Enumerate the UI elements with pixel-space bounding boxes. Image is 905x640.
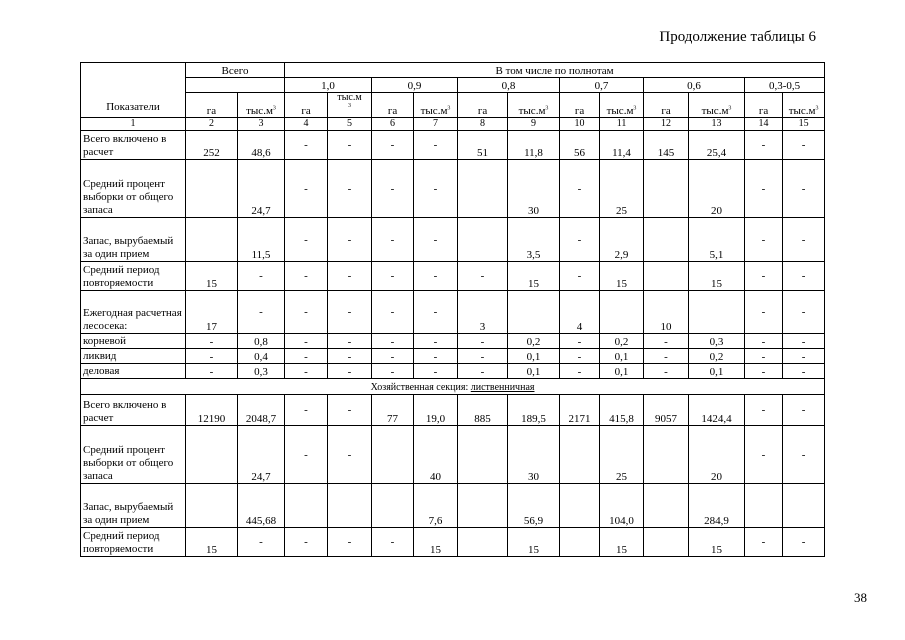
row-label: Средний период повторяемости [81,262,186,291]
data-cell: - [328,349,372,364]
data-cell: 415,8 [600,395,644,426]
data-cell: - [745,349,783,364]
data-cell: 15 [186,528,238,557]
data-cell: 17 [186,291,238,334]
data-cell: 51 [458,131,508,160]
data-cell: - [560,218,600,262]
data-cell: - [745,528,783,557]
table-row [81,349,825,364]
data-cell: 10 [644,291,689,334]
unit-ha: га [560,93,600,118]
data-cell: - [372,349,414,364]
data-cell: - [328,160,372,218]
unit-exponent: 3 [545,105,549,112]
unit-exponent: 3 [272,105,276,112]
table-row [81,291,825,334]
data-cell: 12190 [186,395,238,426]
data-cell: 0,8 [238,334,285,349]
column-number: 12 [644,118,689,131]
data-cell: - [285,160,328,218]
data-cell: - [186,364,238,379]
column-number: 15 [783,118,825,131]
data-cell: 15 [186,262,238,291]
row-label: Запас, вырубаемый за один прием [81,484,186,528]
row-label: Всего включено в расчет [81,395,186,426]
data-cell: 20 [689,426,745,484]
data-cell: 15 [508,528,560,557]
data-cell: 2,9 [600,218,644,262]
data-cell: - [285,395,328,426]
data-cell: 15 [689,262,745,291]
data-cell: 0,1 [508,364,560,379]
data-cell: - [186,349,238,364]
table-row [81,131,825,160]
data-cell [186,218,238,262]
table-row [81,218,825,262]
data-cell: - [783,131,825,160]
data-cell: 0,2 [508,334,560,349]
data-cell: - [328,218,372,262]
data-cell: 0,3 [689,334,745,349]
data-cell: - [560,364,600,379]
data-cell [458,426,508,484]
data-cell [458,218,508,262]
data-cell: 25,4 [689,131,745,160]
data-cell: 3 [458,291,508,334]
density-0-6: 0,6 [644,78,745,93]
data-cell: 30 [508,426,560,484]
data-cell: 15 [508,262,560,291]
data-cell: - [560,262,600,291]
row-label: корневой [81,334,186,349]
total-unit-spacer [186,78,285,93]
data-cell: - [372,528,414,557]
data-cell: 30 [508,160,560,218]
data-cell: 15 [600,262,644,291]
row-label: Средний процент выборки от общего запаса [81,160,186,218]
data-cell: 0,4 [238,349,285,364]
data-cell: - [560,334,600,349]
table-row [81,528,825,557]
data-cell: - [328,291,372,334]
column-number: 8 [458,118,508,131]
table-row [81,160,825,218]
density-0-3-0-5: 0,3-0,5 [745,78,825,93]
data-cell: - [414,334,458,349]
data-cell: - [285,426,328,484]
data-cell: 15 [689,528,745,557]
data-cell: - [414,131,458,160]
unit-thousand-m3 [783,93,825,118]
column-number: 5 [328,118,372,131]
data-cell: 2048,7 [238,395,285,426]
data-cell: - [783,528,825,557]
table-row [81,262,825,291]
data-cell: - [186,334,238,349]
unit-exponent: 3 [815,105,819,112]
data-cell: 24,7 [238,426,285,484]
data-cell: 104,0 [600,484,644,528]
data-cell: - [783,218,825,262]
data-cell: 15 [414,528,458,557]
unit-exponent: 3 [633,105,637,112]
column-number: 9 [508,118,560,131]
column-number: 13 [689,118,745,131]
data-cell: 9057 [644,395,689,426]
data-cell [560,426,600,484]
row-label: Запас, вырубаемый за один прием [81,218,186,262]
data-cell: 0,2 [689,349,745,364]
data-cell: 0,1 [689,364,745,379]
data-cell: - [745,131,783,160]
data-cell: - [285,131,328,160]
column-number: 14 [745,118,783,131]
table-row [81,364,825,379]
unit-thousand-m3 [600,93,644,118]
unit-thousand-m3-text: тыс.м [606,105,634,117]
unit-thousand-m3-split [328,93,372,118]
column-number: 2 [186,118,238,131]
data-cell: 5,1 [689,218,745,262]
row-label: Ежегодная расчетная лесосека: [81,291,186,334]
data-cell [644,218,689,262]
data-cell: - [328,426,372,484]
data-cell: - [328,528,372,557]
unit-exponent: 3 [447,105,451,112]
section-title-value: лиственничная [470,382,535,393]
data-cell: - [745,291,783,334]
data-cell [644,160,689,218]
data-cell: - [285,262,328,291]
data-cell: 189,5 [508,395,560,426]
row-label: Всего включено в расчет [81,131,186,160]
unit-ha: га [745,93,783,118]
data-cell: - [783,349,825,364]
data-cell [644,426,689,484]
table-row [81,395,825,426]
total-header: Всего [186,63,285,78]
data-cell: - [783,426,825,484]
data-cell: - [328,395,372,426]
data-cell: 48,6 [238,131,285,160]
data-cell: 56 [560,131,600,160]
data-cell: - [745,426,783,484]
data-cell: 252 [186,131,238,160]
data-cell: - [745,364,783,379]
data-cell: - [285,528,328,557]
density-0-8: 0,8 [458,78,560,93]
data-cell: 24,7 [238,160,285,218]
unit-thousand-m3 [689,93,745,118]
data-cell [508,291,560,334]
unit-ha: га [458,93,508,118]
data-cell [186,484,238,528]
data-cell: - [372,131,414,160]
column-number: 4 [285,118,328,131]
unit-thousand-m3 [508,93,560,118]
unit-thousand-m3 [414,93,458,118]
data-cell: - [458,334,508,349]
data-cell: - [644,364,689,379]
data-cell: - [372,218,414,262]
data-cell: - [372,160,414,218]
data-cell: - [414,349,458,364]
data-cell: 11,4 [600,131,644,160]
row-label: деловая [81,364,186,379]
indicator-header: Показатели [81,63,186,118]
data-cell [689,291,745,334]
data-cell: - [238,262,285,291]
data-cell: - [414,364,458,379]
data-cell: - [285,218,328,262]
data-cell: - [745,395,783,426]
data-cell: - [414,218,458,262]
data-cell: - [560,160,600,218]
column-number: 11 [600,118,644,131]
table-caption: Продолжение таблицы 6 [659,29,816,45]
unit-exponent: 3 [728,105,732,112]
row-label: ликвид [81,349,186,364]
data-cell [458,528,508,557]
unit-ha: га [372,93,414,118]
data-cell [372,484,414,528]
data-cell: 284,9 [689,484,745,528]
data-cell: - [745,262,783,291]
density-0-7: 0,7 [560,78,644,93]
data-cell: - [285,334,328,349]
data-cell: - [414,262,458,291]
data-cell: - [372,262,414,291]
data-cell: - [783,334,825,349]
data-cell: - [644,349,689,364]
data-cell: - [745,218,783,262]
data-cell: - [783,364,825,379]
data-cell: 15 [600,528,644,557]
data-cell: - [783,160,825,218]
unit-thousand-m3-text: тыс.м [246,105,273,117]
data-cell: 11,5 [238,218,285,262]
data-cell: - [458,349,508,364]
data-cell: 77 [372,395,414,426]
data-cell: 7,6 [414,484,458,528]
table-row [81,426,825,484]
unit-thousand-m3-text: тыс.м [337,92,362,103]
data-cell: - [458,364,508,379]
column-number: 6 [372,118,414,131]
data-cell: 2171 [560,395,600,426]
data-cell [560,528,600,557]
data-cell [644,262,689,291]
data-cell: - [783,395,825,426]
column-number: 7 [414,118,458,131]
section-title [81,379,825,395]
data-cell [458,160,508,218]
density-header: В том числе по полнотам [285,63,825,78]
unit-thousand-m3-text: тыс.м [518,105,546,117]
data-cell: 40 [414,426,458,484]
row-label: Средний процент выборки от общего запаса [81,426,186,484]
data-cell: - [238,528,285,557]
data-cell: 1424,4 [689,395,745,426]
density-0-9: 0,9 [372,78,458,93]
data-cell [560,484,600,528]
data-cell: - [285,291,328,334]
data-cell: 3,5 [508,218,560,262]
data-cell: - [560,349,600,364]
unit-thousand-m3-text: тыс.м [420,105,448,117]
data-cell: 20 [689,160,745,218]
data-cell: - [458,262,508,291]
data-cell [186,426,238,484]
data-cell [644,528,689,557]
density-1-0: 1,0 [285,78,372,93]
table-row [81,334,825,349]
data-cell: - [414,160,458,218]
unit-thousand-m3-text: тыс.м [788,105,816,117]
data-cell [745,484,783,528]
data-cell: - [745,160,783,218]
unit-ha: га [644,93,689,118]
data-cell: - [328,131,372,160]
data-cell: 0,1 [508,349,560,364]
row-label: Средний период повторяемости [81,528,186,557]
forest-table [80,62,825,557]
data-cell: 445,68 [238,484,285,528]
data-cell: 25 [600,426,644,484]
data-cell: 4 [560,291,600,334]
column-number: 10 [560,118,600,131]
data-cell: - [783,291,825,334]
data-cell: - [238,291,285,334]
data-cell [328,484,372,528]
unit-exponent: 3 [348,103,352,109]
data-cell: - [644,334,689,349]
data-cell: 11,8 [508,131,560,160]
data-cell [285,484,328,528]
data-cell: 56,9 [508,484,560,528]
page-number: 38 [854,590,867,605]
section-header-row [81,379,825,395]
data-cell: 885 [458,395,508,426]
data-cell [644,484,689,528]
data-cell: - [745,334,783,349]
data-cell: - [783,262,825,291]
unit-ha: га [285,93,328,118]
section-title-prefix: Хозяйственная секция: [370,382,471,393]
data-cell: - [372,334,414,349]
data-cell: - [285,349,328,364]
data-cell: - [328,364,372,379]
data-cell: - [414,291,458,334]
data-cell: 25 [600,160,644,218]
data-cell: - [372,291,414,334]
data-cell [783,484,825,528]
data-cell: 145 [644,131,689,160]
data-cell: 0,1 [600,364,644,379]
column-number: 1 [81,118,186,131]
data-cell: 0,2 [600,334,644,349]
unit-ha: га [186,93,238,118]
unit-thousand-m3-text: тыс.м [701,105,729,117]
table-row [81,484,825,528]
data-cell [186,160,238,218]
data-cell: - [285,364,328,379]
data-cell: 19,0 [414,395,458,426]
data-cell: - [328,334,372,349]
data-cell: - [328,262,372,291]
data-cell: 0,1 [600,349,644,364]
data-cell [372,426,414,484]
column-number: 3 [238,118,285,131]
data-cell: - [372,364,414,379]
data-cell [458,484,508,528]
data-cell: 0,3 [238,364,285,379]
unit-thousand-m3 [238,93,285,118]
data-cell [600,291,644,334]
